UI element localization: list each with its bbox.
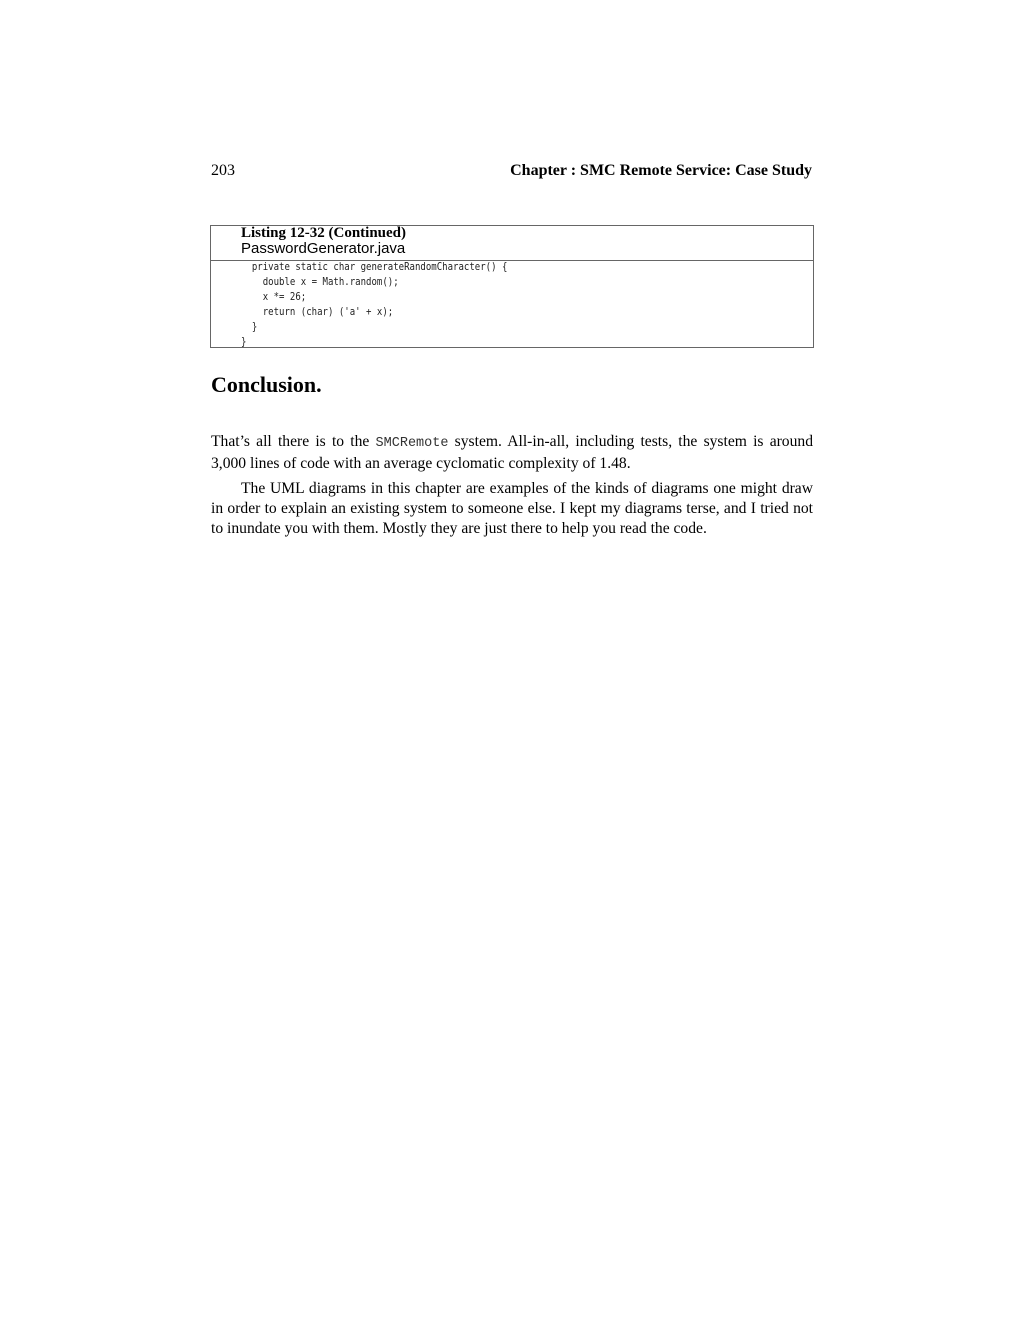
paragraph-1-end: system. All-in-all, including tests, the system is around 3,000 lines of code with an average cyclomatic complexity of 1.48.	[211, 433, 813, 472]
code-line: }	[241, 336, 247, 348]
code-line: return (char) ('a' + x);	[241, 306, 394, 318]
paragraph-1	[211, 432, 813, 474]
code-listing	[210, 225, 814, 348]
section-title: Conclusion.	[211, 372, 322, 397]
code-block	[241, 260, 507, 350]
paragraph-2: The UML diagrams in this chapter are examples of the kinds of diagrams one might draw in order to explain an existing system to someone else. I kept my diagrams terse, and I tried not to inundate you with them. Mostly they are just there to help you read the code.	[211, 480, 813, 537]
running-head: Chapter : SMC Remote Service: Case Study	[510, 162, 812, 179]
inline-code: SMCRemote	[375, 436, 449, 451]
page-number: 203	[211, 162, 235, 179]
listing-title: Listing 12-32 (Continued)	[241, 225, 407, 241]
paragraph-1-start: That’s all there is to the	[211, 433, 376, 450]
listing-filename: PasswordGenerator.java	[241, 240, 406, 257]
code-line: x *= 26;	[241, 291, 307, 303]
code-line: }	[241, 321, 258, 333]
listing-header	[211, 226, 813, 261]
body-text	[211, 432, 813, 544]
code-line: private static char generateRandomCharacter() {	[241, 261, 508, 273]
code-line: double x = Math.random();	[241, 276, 399, 288]
